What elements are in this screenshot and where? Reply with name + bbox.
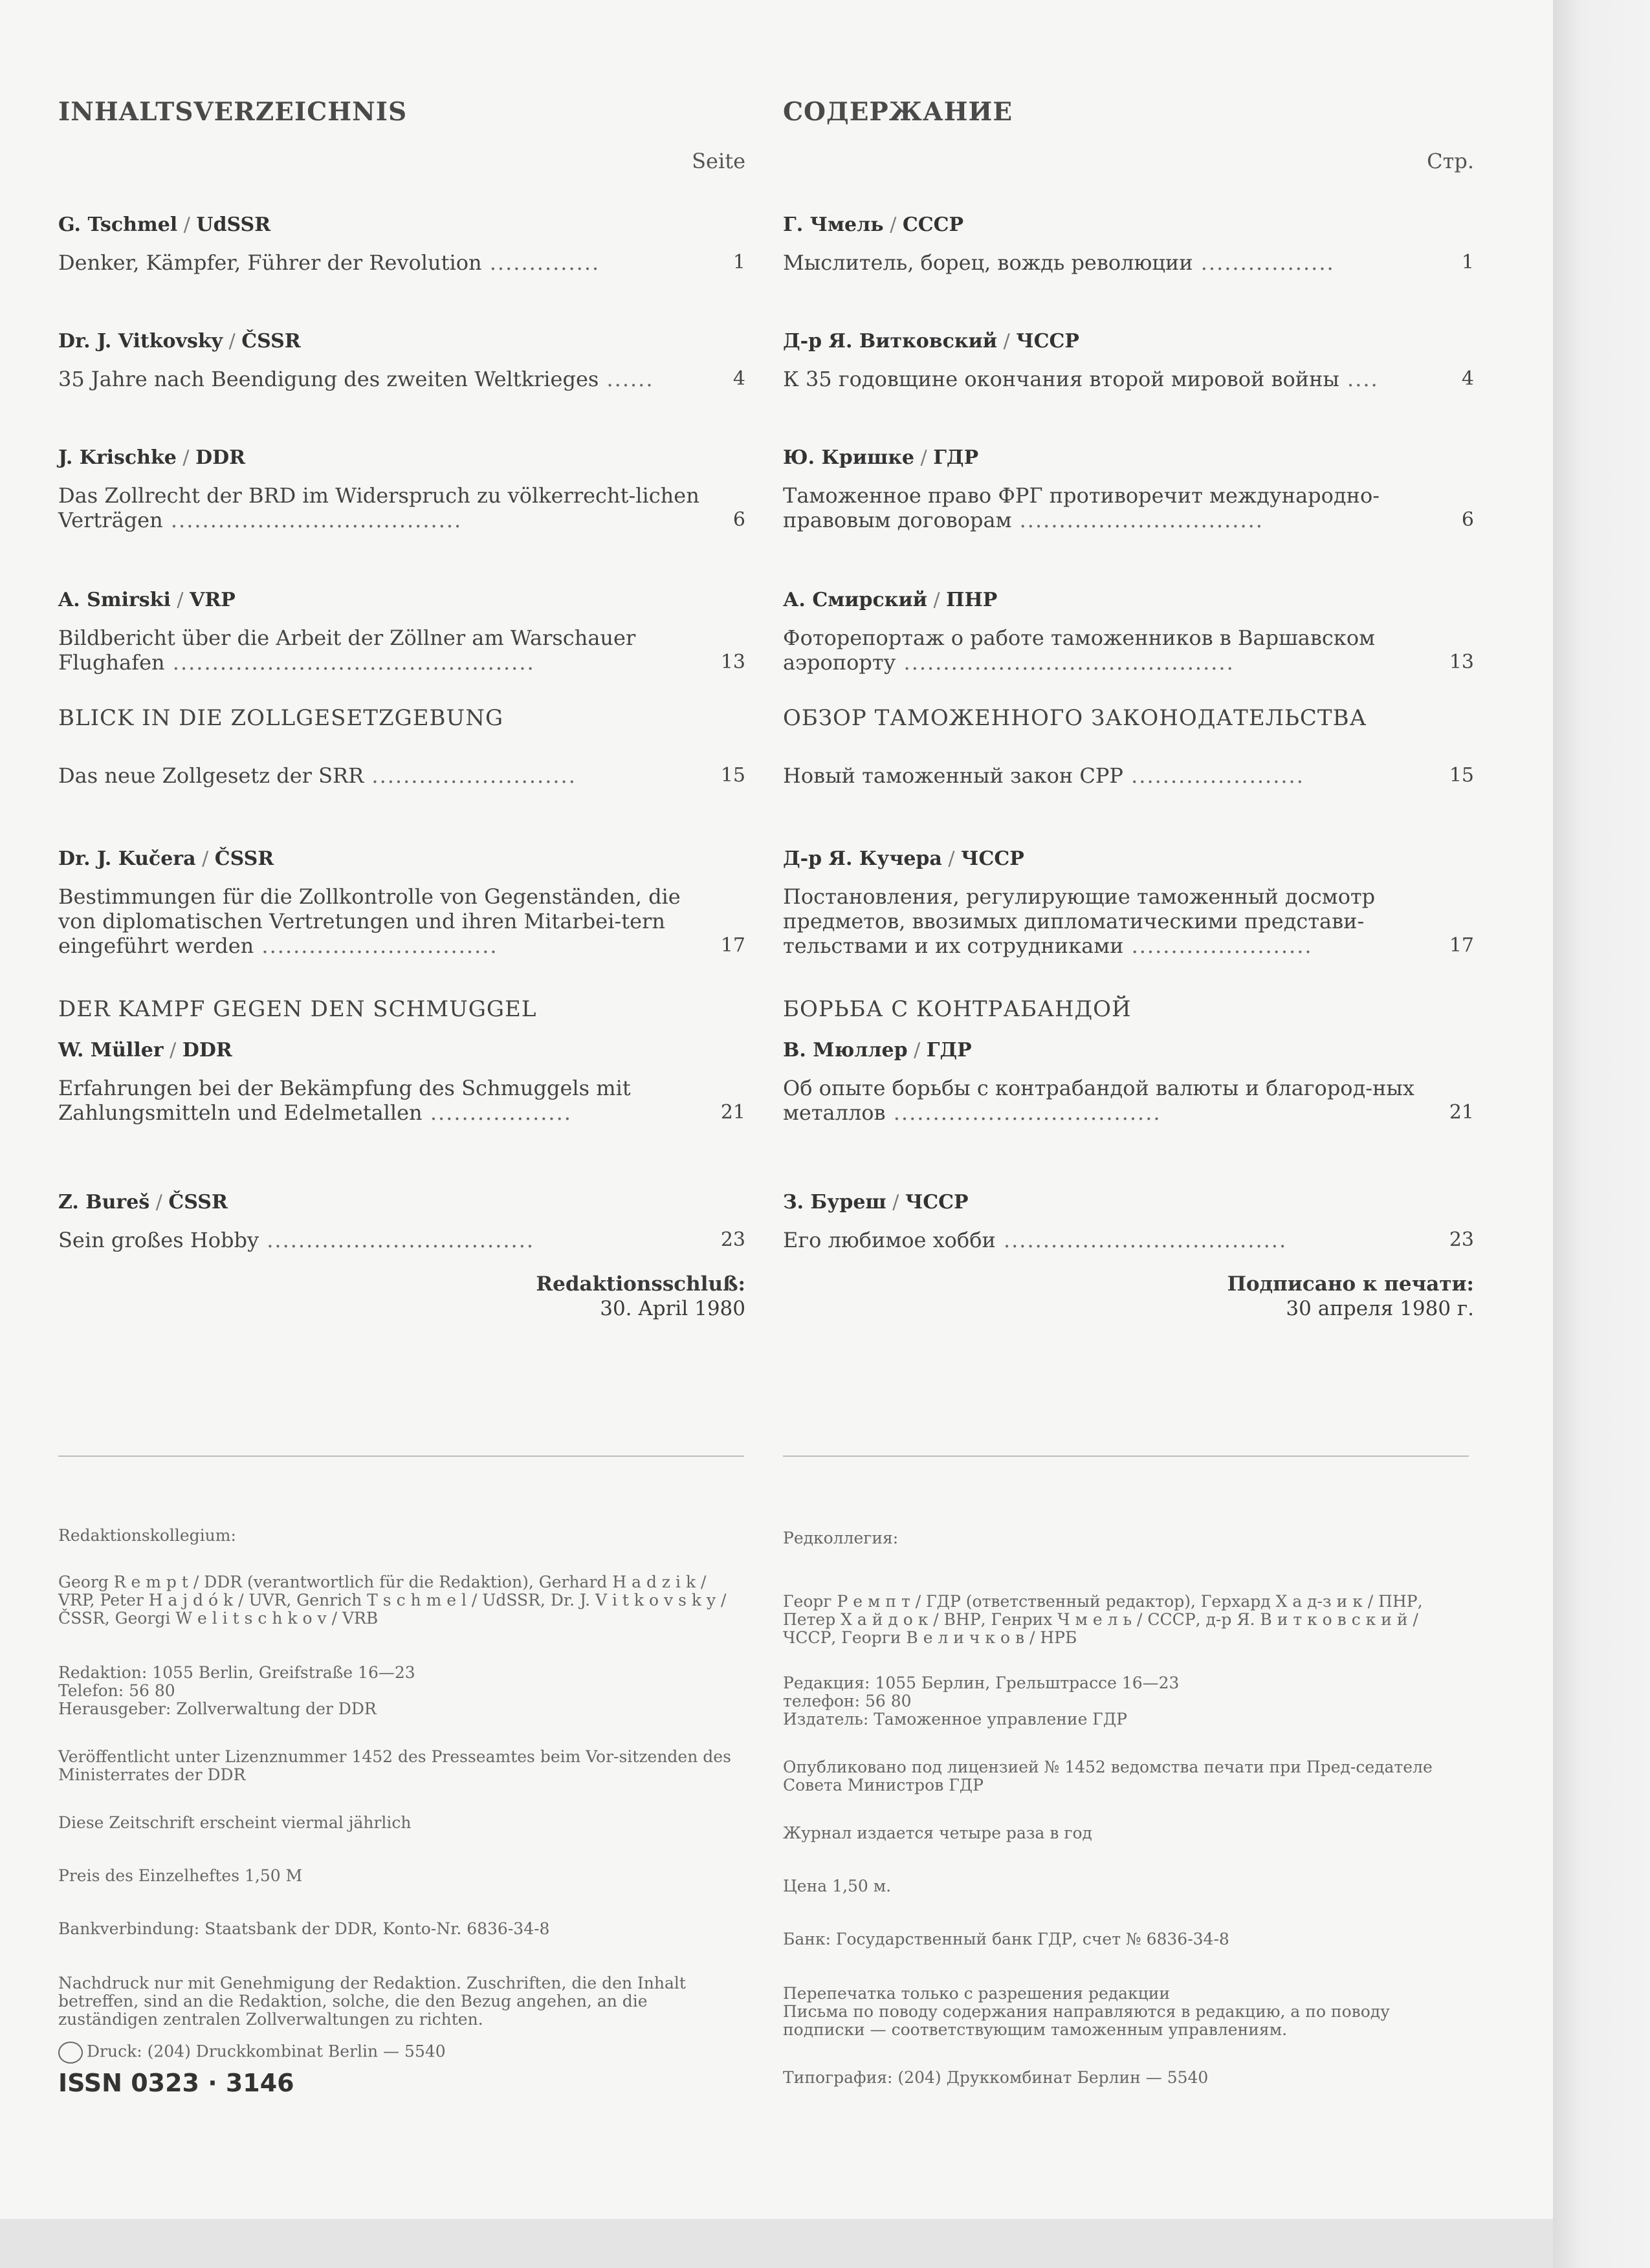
de-title: Bestimmungen für die Zollkontrolle von Gegenständen, die von diplomatischen Vertretungen und ihren Mitarbei-tern eingeführt werden xyxy=(58,884,681,958)
leader-dots: ..................................... xyxy=(162,508,463,532)
ru-page-number: 13 xyxy=(1449,651,1474,673)
ru-country: ЧССР xyxy=(961,847,1024,870)
leader-dots: .............. xyxy=(481,250,600,275)
de-deadline-label: Redaktionsschluß: xyxy=(536,1272,745,1296)
de-country: ČSSR xyxy=(214,847,274,870)
de-bank: Bankverbindung: Staatsbank der DDR, Konto-Nr. 6836-34-8 xyxy=(58,1919,550,1938)
de-erscheinung: Diese Zeitschrift erscheint viermal jährlich xyxy=(58,1813,412,1832)
ru-entry-3 xyxy=(783,446,1474,589)
de-page-label: Seite xyxy=(692,149,745,173)
ru-author: Г. Чмель xyxy=(783,213,884,236)
de-country: ČSSR xyxy=(241,330,301,353)
de-herausgeber: Herausgeber: Zollverwaltung der DDR xyxy=(58,1699,377,1718)
de-page-number: 4 xyxy=(732,367,745,390)
ru-section-smuggling: БОРЬБА С КОНТРАБАНДОЙ xyxy=(783,996,1132,1022)
leader-dots: .................. xyxy=(422,1100,572,1125)
ru-herausgeber: Издатель: Таможенное управление ГДР xyxy=(783,1710,1128,1728)
de-author: W. Müller xyxy=(58,1039,164,1062)
ru-country: ПНР xyxy=(946,589,998,611)
de-page-number: 15 xyxy=(720,764,745,787)
de-author: Z. Bureš xyxy=(58,1191,150,1214)
ru-divider-rule xyxy=(783,1456,1469,1457)
de-divider-rule xyxy=(58,1456,744,1457)
leader-dots: .... xyxy=(1339,367,1379,391)
slash-separator: / xyxy=(177,213,197,236)
ru-page-label: Стр. xyxy=(1427,149,1474,173)
slash-separator: / xyxy=(176,446,196,469)
slash-separator: / xyxy=(927,589,947,611)
leader-dots: ............................... xyxy=(1011,508,1264,532)
ru-imprint xyxy=(783,1529,1469,2087)
de-author: J. Krischke xyxy=(58,446,177,469)
ru-preis: Цена 1,50 м. xyxy=(783,1877,892,1895)
ru-entry-4 xyxy=(783,589,1474,705)
german-toc-column xyxy=(58,97,745,1321)
de-preis: Preis des Einzelheftes 1,50 M xyxy=(58,1866,303,1885)
ru-page-number: 15 xyxy=(1449,764,1474,787)
slash-separator: / xyxy=(997,330,1017,353)
leader-dots: ...................... xyxy=(1123,763,1304,788)
ru-title: Мыслитель, борец, вождь революции xyxy=(783,250,1193,275)
ru-title: Постановления, регулирующие таможенный досмотр предметов, ввозимых дипломатическими представи-тельствами и их сотрудниками xyxy=(783,884,1376,958)
ru-page-number: 1 xyxy=(1461,251,1474,274)
de-deadline-date: 30. April 1980 xyxy=(600,1297,745,1320)
ru-entry-mueller xyxy=(783,1039,1474,1191)
leader-dots: .......................... xyxy=(364,763,577,788)
de-author: Dr. J. Vitkovsky xyxy=(58,330,223,353)
de-deadline xyxy=(58,1272,745,1321)
de-title: Denker, Kämpfer, Führer der Revolution xyxy=(58,250,482,275)
de-entry-3 xyxy=(58,446,745,589)
ru-country: ЧССР xyxy=(905,1191,969,1214)
ru-page-number: 4 xyxy=(1461,367,1474,390)
de-druck: Druck: (204) Druckkombinat Berlin — 5540 xyxy=(87,2042,446,2061)
ru-telefon: телефон: 56 80 xyxy=(783,1692,912,1710)
ru-kollegium-label: Редколлегия: xyxy=(783,1529,899,1547)
de-title: Sein großes Hobby xyxy=(58,1228,259,1252)
ru-entry-1 xyxy=(783,213,1474,330)
de-entry-1 xyxy=(58,213,745,330)
de-country: DDR xyxy=(195,446,246,469)
ru-country: СССР xyxy=(902,213,964,236)
de-title: 35 Jahre nach Beendigung des zweiten Weltkrieges xyxy=(58,367,599,391)
druckkombinat-logo-icon xyxy=(58,2042,83,2064)
slash-separator: / xyxy=(170,589,190,611)
de-author: Dr. J. Kučera xyxy=(58,847,196,870)
de-page-number: 6 xyxy=(732,508,745,531)
ru-country: ГДР xyxy=(926,1039,972,1062)
de-title: Bildbericht über die Arbeit der Zöllner am Warschauer Flughafen xyxy=(58,626,636,675)
ru-entry-2 xyxy=(783,330,1474,446)
ru-deadline-label: Подписано к печати: xyxy=(1227,1272,1474,1296)
ru-author: Ю. Кришке xyxy=(783,446,915,469)
ru-title: Новый таможенный закон СРР xyxy=(783,763,1123,788)
slash-separator: / xyxy=(163,1039,182,1062)
de-country: VRP xyxy=(190,589,236,611)
ru-title: Фоторепортаж о работе таможенников в Варшавском аэропорту xyxy=(783,626,1375,675)
leader-dots: ...... xyxy=(599,367,654,391)
ru-title: Его любимое хобби xyxy=(783,1228,996,1252)
leader-dots: .................................. xyxy=(259,1228,535,1252)
leader-dots: ................. xyxy=(1193,250,1335,275)
ru-page-number: 23 xyxy=(1449,1228,1474,1251)
ru-page-number: 6 xyxy=(1461,508,1474,531)
leader-dots: .................................... xyxy=(995,1228,1288,1252)
de-author: A. Smirski xyxy=(58,589,171,611)
de-entry-4 xyxy=(58,589,745,705)
slash-separator: / xyxy=(223,330,242,353)
ru-page-number: 21 xyxy=(1449,1101,1474,1124)
russian-toc-column xyxy=(783,97,1474,1321)
ru-redaktion-address: Редакция: 1055 Берлин, Грельштрассе 16—23 xyxy=(783,1674,1180,1692)
de-page-number: 1 xyxy=(732,251,745,274)
ru-heading: СОДЕРЖАНИЕ xyxy=(783,97,1013,127)
page-edge-shadow xyxy=(1553,0,1650,2268)
page-bottom-edge xyxy=(0,2219,1553,2268)
ru-kollegium-text: Георг Р е м п т / ГДР (ответственный редактор), Герхард Х а д-з и к / ПНР, Петер Х а й д о к / ВНР, Генрих Ч м е л ь / СССР, д-р Я. В и т к о в с к и й / ЧССР, Георги В е л и ч к о в / НРБ xyxy=(783,1592,1423,1647)
de-entry-srr xyxy=(58,763,745,847)
de-page-number: 17 xyxy=(720,934,745,957)
de-title: Das Zollrecht der BRD im Widerspruch zu völkerrecht-lichen Verträgen xyxy=(58,483,699,532)
slash-separator: / xyxy=(907,1039,927,1062)
ru-entry-bures xyxy=(783,1191,1474,1272)
ru-entry-kucera xyxy=(783,847,1474,996)
de-entry-kucera xyxy=(58,847,745,996)
ru-section-legislation: ОБЗОР ТАМОЖЕННОГО ЗАКОНОДАТЕЛЬСТВА xyxy=(783,705,1367,731)
ru-author: В. Мюллер xyxy=(783,1039,908,1062)
ru-erscheinung: Журнал издается четыре раза в год xyxy=(783,1824,1092,1842)
ru-nachdruck-1: Перепечатка только с разрешения редакции xyxy=(783,1984,1171,2003)
de-section-legislation: BLICK IN DIE ZOLLGESETZGEBUNG xyxy=(58,705,504,731)
de-entry-bures xyxy=(58,1191,745,1272)
ru-title: Таможенное право ФРГ противоречит международно-правовым договорам xyxy=(783,483,1380,532)
ru-title: К 35 годовщине окончания второй мировой войны xyxy=(783,367,1339,391)
ru-author: А. Смирский xyxy=(783,589,927,611)
de-telefon: Telefon: 56 80 xyxy=(58,1681,175,1700)
slash-separator: / xyxy=(195,847,215,870)
ru-country: ГДР xyxy=(933,446,979,469)
leader-dots: .............................................. xyxy=(164,650,535,675)
de-country: UdSSR xyxy=(196,213,271,236)
de-country: ČSSR xyxy=(168,1191,228,1214)
de-imprint xyxy=(58,1526,744,2097)
de-title: Erfahrungen bei der Bekämpfung des Schmuggels mit Zahlungsmitteln und Edelmetallen xyxy=(58,1076,631,1125)
de-entry-2 xyxy=(58,330,745,446)
slash-separator: / xyxy=(914,446,934,469)
slash-separator: / xyxy=(886,1191,905,1214)
ru-nachdruck-2: Письма по поводу содержания направляются в редакцию, а по поводу подписки — соответствующим таможенным управлениям. xyxy=(783,2002,1390,2039)
ru-bank: Банк: Государственный банк ГДР, счет № 6836-34-8 xyxy=(783,1930,1229,1948)
de-kollegium-label: Redaktionskollegium: xyxy=(58,1526,236,1545)
ru-author: З. Буреш xyxy=(783,1191,886,1214)
leader-dots: .......................................... xyxy=(896,650,1235,675)
de-redaktion-address: Redaktion: 1055 Berlin, Greifstraße 16—23 xyxy=(58,1663,415,1682)
ru-author: Д-р Я. Кучера xyxy=(783,847,942,870)
issn-number: ISSN 0323 · 3146 xyxy=(58,2069,294,2097)
ru-lizenz: Опубликовано под лицензией № 1452 ведомства печати при Пред-седателе Совета Министров ГДР xyxy=(783,1758,1433,1794)
de-author: G. Tschmel xyxy=(58,213,178,236)
ru-deadline xyxy=(783,1272,1474,1321)
slash-separator: / xyxy=(883,213,903,236)
de-entry-mueller xyxy=(58,1039,745,1191)
de-heading: INHALTSVERZEICHNIS xyxy=(58,97,408,127)
ru-druck: Типография: (204) Друккомбинат Берлин — 5540 xyxy=(783,2068,1209,2087)
ru-author: Д-р Я. Витковский xyxy=(783,330,998,353)
leader-dots: .............................. xyxy=(254,933,498,958)
de-druck-line xyxy=(58,2042,744,2064)
de-nachdruck: Nachdruck nur mit Genehmigung der Redaktion. Zuschriften, die den Inhalt betreffen, sind an die Redaktion, solche, die den Bezug angehen, an die zuständigen zentralen Zollverwaltungen zu richten. xyxy=(58,1974,686,2029)
ru-page-number: 17 xyxy=(1449,934,1474,957)
ru-country: ЧССР xyxy=(1016,330,1079,353)
ru-deadline-date: 30 апреля 1980 г. xyxy=(1286,1297,1474,1320)
de-lizenz: Veröffentlicht unter Lizenznummer 1452 des Presseamtes beim Vor-sitzenden des Ministerrates der DDR xyxy=(58,1747,731,1784)
de-title: Das neue Zollgesetz der SRR xyxy=(58,763,364,788)
de-section-smuggling: DER KAMPF GEGEN DEN SCHMUGGEL xyxy=(58,996,537,1022)
ru-title: Об опыте борьбы с контрабандой валюты и благород-ных металлов xyxy=(783,1076,1414,1125)
leader-dots: .................................. xyxy=(885,1100,1161,1125)
de-page-number: 23 xyxy=(720,1228,745,1251)
slash-separator: / xyxy=(149,1191,169,1214)
de-country: DDR xyxy=(182,1039,232,1062)
leader-dots: ....................... xyxy=(1123,933,1313,958)
de-page-number: 13 xyxy=(720,651,745,673)
de-kollegium-text: Georg R e m p t / DDR (verantwortlich für die Redaktion), Gerhard H a d z i k / VRP, Peter H a j d ó k / UVR, Genrich T s c h m e l / UdSSR, Dr. J. V i t k o v s k y / ČSSR, Georgi W e l i t s c h k o v / VRB xyxy=(58,1573,727,1628)
de-page-number: 21 xyxy=(720,1101,745,1124)
slash-separator: / xyxy=(941,847,962,870)
ru-entry-srr xyxy=(783,763,1474,847)
